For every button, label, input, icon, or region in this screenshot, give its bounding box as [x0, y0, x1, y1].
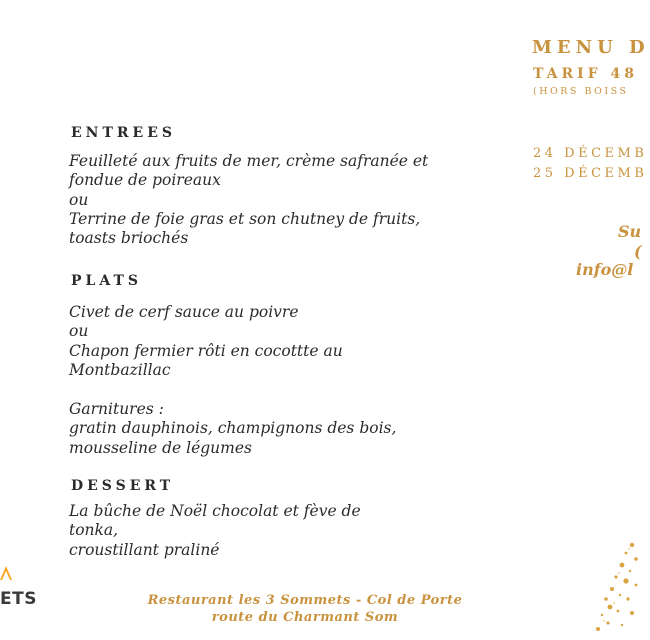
entrees-text: Feuilleté aux fruits de mer, crème safranée et fondue de poireaux ou Terrine de foie gras et son chutney de fruits, toasts briochés — [69, 152, 429, 248]
dessert-text: La bûche de Noël chocolat et fève de tonka, croustillant praliné — [69, 502, 361, 559]
drinks-note: (HORS BOISS — [533, 86, 629, 97]
logo-text: ETS — [0, 589, 37, 609]
footer-address-line-2: route du Charmant Som — [211, 610, 399, 625]
price-label: TARIF 48 — [533, 66, 638, 82]
footer-address-line-1: Restaurant les 3 Sommets - Col de Porte — [147, 593, 463, 608]
menu-title: MENU D — [532, 37, 650, 58]
entrees-heading: ENTREES — [71, 125, 176, 141]
dessert-heading: DESSERT — [71, 478, 175, 494]
contact-email[interactable]: info@l — [576, 260, 634, 279]
plats-text: Civet de cerf sauce au poivre ou Chapon fermier rôti en cocottte au Montbazillac — [69, 303, 343, 379]
contact-line-2: ( — [634, 242, 642, 261]
mountain-logo-icon — [0, 562, 12, 580]
date-line-2: 25 DÉCEMB — [533, 166, 648, 181]
plats-heading: PLATS — [71, 273, 142, 289]
gold-sparkles-icon — [592, 535, 640, 635]
garnitures-text: Garnitures : gratin dauphinois, champignons des bois, mousseline de légumes — [69, 400, 397, 457]
date-line-1: 24 DÉCEMB — [533, 146, 648, 161]
contact-line-1: Su — [618, 222, 642, 241]
